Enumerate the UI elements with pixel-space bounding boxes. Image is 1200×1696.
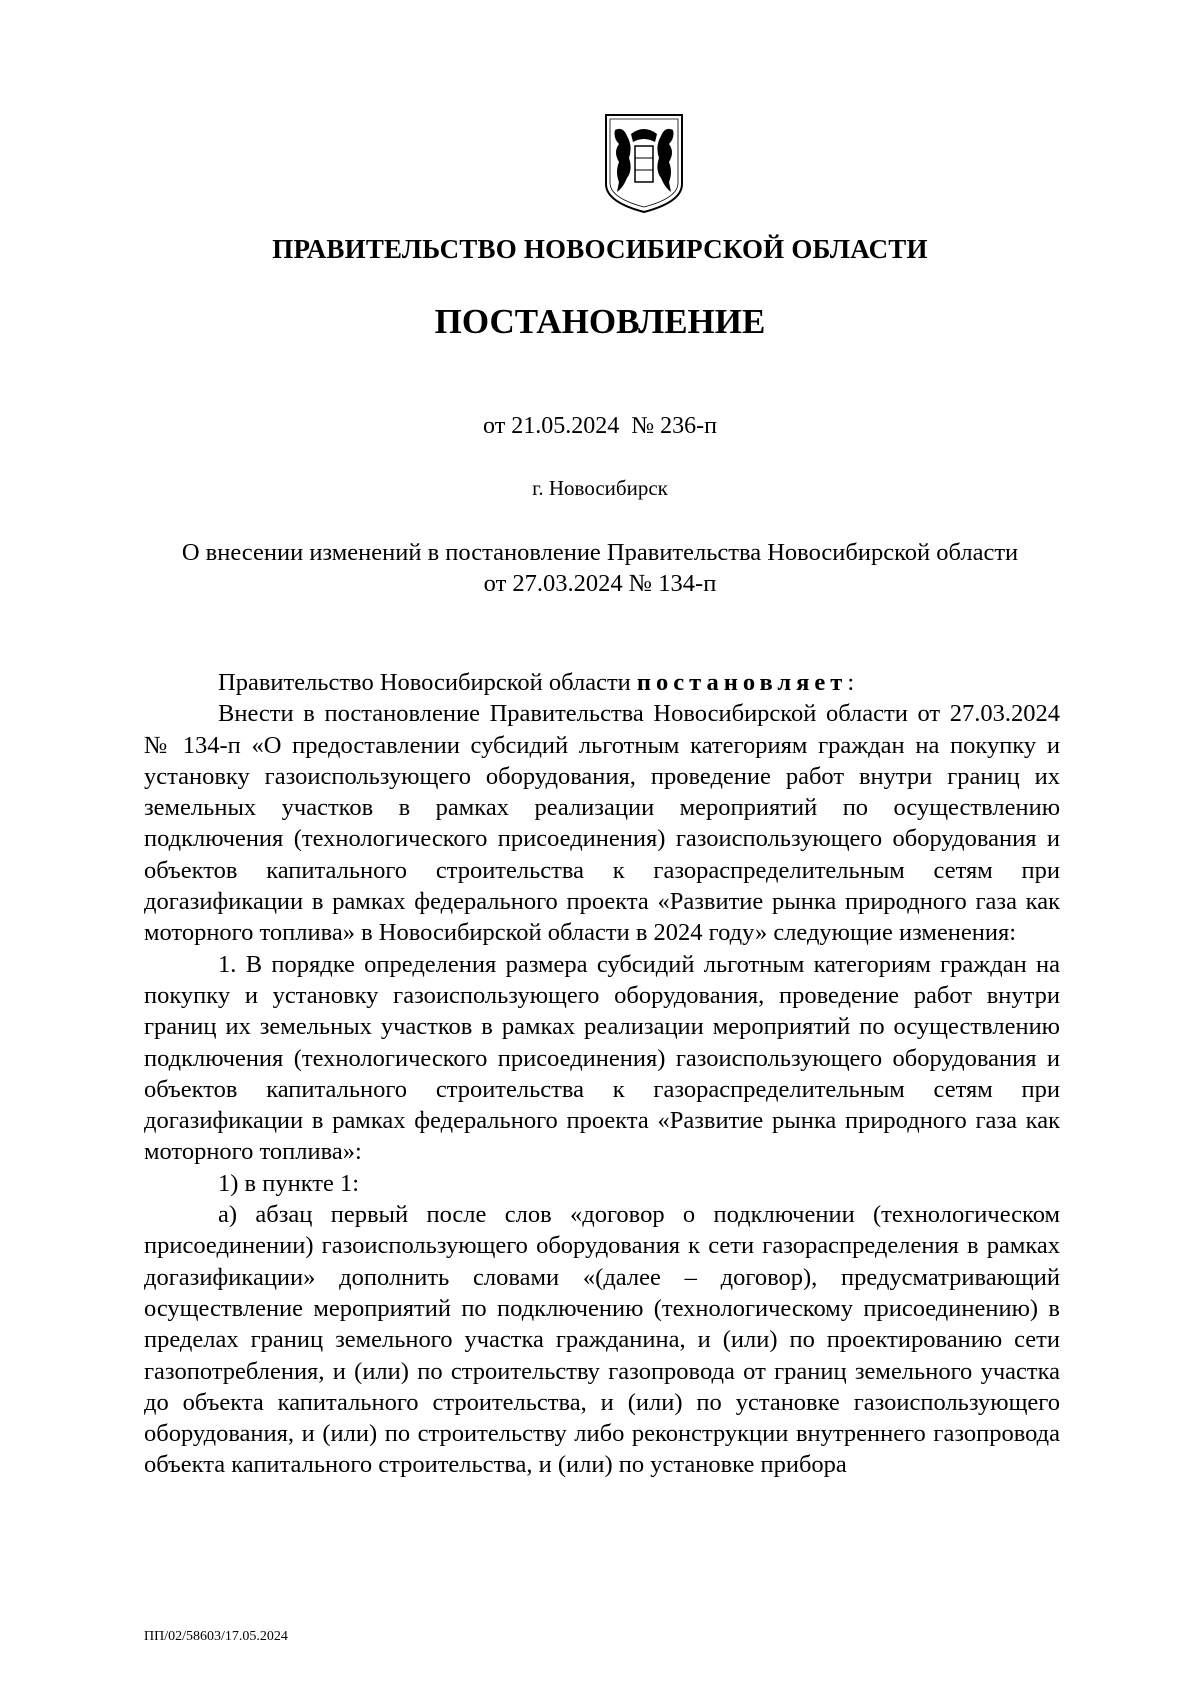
resolution-line — [144, 667, 1060, 698]
city-name: г. Новосибирск — [532, 476, 668, 500]
subitem-1-paragraph: 1) в пункте 1: — [218, 1169, 360, 1197]
document-body — [144, 667, 1060, 1481]
resolution-prefix: Правительство Новосибирской области — [218, 669, 637, 696]
resolution-keyword: постановляет — [636, 669, 848, 696]
coat-of-arms-emblem — [603, 112, 685, 214]
organization-title: ПРАВИТЕЛЬСТВО НОВОСИБИРСКОЙ ОБЛАСТИ — [272, 234, 928, 264]
subject-line-2: от 27.03.2024 № 134-п — [483, 570, 717, 597]
date-and-number: от 21.05.2024 № 236-п — [483, 413, 717, 439]
document-subject — [150, 537, 1050, 599]
intro-paragraph: Внести в постановление Правительства Новосибирской области от 27.03.2024 № 134-п «О предоставлении субсидий льготным категориям граждан на покупку и установку газоиспользующего оборудования, проведение работ внутри границ их земельных участков в рамках реализации мероприятий по осуществлению подключения (технологического присоединения) газоиспользующего оборудования и объектов капитального строительства к газораспределительным сетям при догазификации в рамках федерального проекта «Развитие рынка природного газа как моторного топлива» в Новосибирской области в 2024 году» следующие изменения: — [144, 700, 1060, 947]
subject-line-1: О внесении изменений в постановление Правительства Новосибирской области — [181, 539, 1019, 566]
document-footer-code: ПП/02/58603/17.05.2024 — [144, 1629, 288, 1644]
document-type-title: ПОСТАНОВЛЕНИЕ — [434, 302, 766, 341]
resolution-suffix: : — [847, 669, 855, 696]
item-1-paragraph: 1. В порядке определения размера субсидий льготным категориям граждан на покупку и установку газоиспользующего оборудования, проведение работ внутри границ их земельных участков в рамках реализации мероприятий по осуществлению подключения (технологического присоединения) газоиспользующего оборудования и объектов капитального строительства к газораспределительным сетям при догазификации в рамках федерального проекта «Развитие рынка природного газа как моторного топлива»: — [144, 950, 1060, 1166]
subitem-a-paragraph: а) абзац первый после слов «договор о подключении (технологическом присоединении) газоиспользующего оборудования к сети газораспределения в рамках догазификации» дополнить словами «(далее – договор), предусматривающий осуществление мероприятий по подключению (технологическому присоединению) в пределах границ земельного участка гражданина, и (или) по проектированию сети газопотребления, и (или) по строительству газопровода от границ земельного участка до объекта капитального строительства, и (или) по установке газоиспользующего оборудования, и (или) по строительству либо реконструкции внутреннего газопровода объекта капитального строительства, и (или) по установке прибора — [144, 1201, 1060, 1479]
